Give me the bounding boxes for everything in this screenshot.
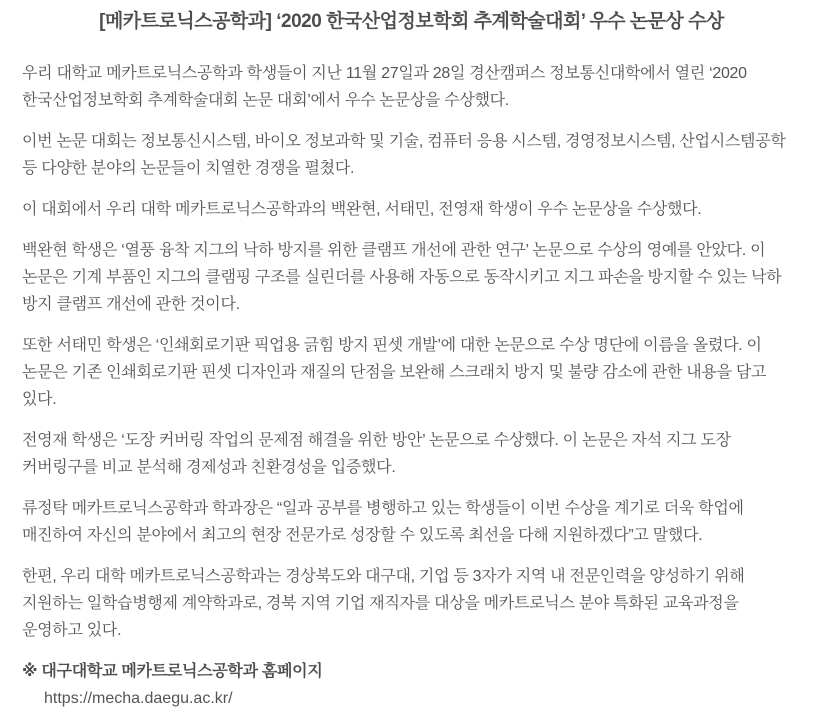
footnote-label: ※ 대구대학교 메카트로닉스공학과 홈페이지 xyxy=(22,663,323,680)
article-paragraph: 또한 서태민 학생은 ‘인쇄회로기판 픽업용 긁힘 방지 핀셋 개발’에 대한 논문으로 수상 명단에 이름을 올렸다. 이 논문은 기존 인쇄회로기판 핀셋 디자인과 재질의 단점을 보완해 스크래치 방지 및 불량 감소에 관한 내용을 담고 있다. xyxy=(22,337,767,408)
article-paragraph: 백완현 학생은 ‘열풍 융착 지그의 낙하 방지를 위한 클램프 개선에 관한 연구’ 논문으로 수상의 영예를 안았다. 이 논문은 기계 부품인 지그의 클램핑 구조를 실린더를 사용해 자동으로 동작시키고 지그 파손을 방지할 수 있는 낙하 방지 클램프 개선에 관한 것이다. xyxy=(22,242,782,313)
homepage-link[interactable]: https://mecha.daegu.ac.kr/ xyxy=(44,690,233,707)
page-title: [메카트로닉스공학과] ‘2020 한국산업정보학회 추계학술대회’ 우수 논문상 수상 xyxy=(99,11,724,32)
footnote xyxy=(22,658,801,713)
article-paragraph: 이 대회에서 우리 대학 메카트로닉스공학과의 백완현, 서태민, 전영재 학생이 우수 논문상을 수상했다. xyxy=(22,201,702,218)
article-paragraph: 전영재 학생은 ‘도장 커버링 작업의 문제점 해결을 위한 방안’ 논문으로 수상했다. 이 논문은 자석 지그 도장 커버링구를 비교 분석해 경제성과 친환경성을 입증했다. xyxy=(22,432,731,476)
footnote-url-line xyxy=(22,685,801,713)
article-paragraph: 우리 대학교 메카트로닉스공학과 학생들이 지난 11월 27일과 28일 경산캠퍼스 정보통신대학에서 열린 ‘2020 한국산업정보학회 추계학술대회 논문 대회’에서 우수 논문상을 수상했다. xyxy=(22,65,747,109)
article-paragraph: 한편, 우리 대학 메카트로닉스공학과는 경상북도와 대구대, 기업 등 3자가 지역 내 전문인력을 양성하기 위해 지원하는 일학습병행제 계약학과로, 경북 지역 기업 재직자를 대상을 메카트로닉스 분야 특화된 교육과정을 운영하고 있다. xyxy=(22,568,745,639)
article-paragraph: 류정탁 메카트로닉스공학과 학과장은 “일과 공부를 병행하고 있는 학생들이 이번 수상을 계기로 더욱 학업에 매진하여 자신의 분야에서 최고의 현장 전문가로 성장할 수 있도록 최선을 다해 지원하겠다”고 말했다. xyxy=(22,500,744,544)
article-body xyxy=(22,60,801,644)
article-paragraph: 이번 논문 대회는 정보통신시스템, 바이오 정보과학 및 기술, 컴퓨터 응용 시스템, 경영정보시스템, 산업시스템공학 등 다양한 분야의 논문들이 치열한 경쟁을 펼쳤다. xyxy=(22,133,786,177)
